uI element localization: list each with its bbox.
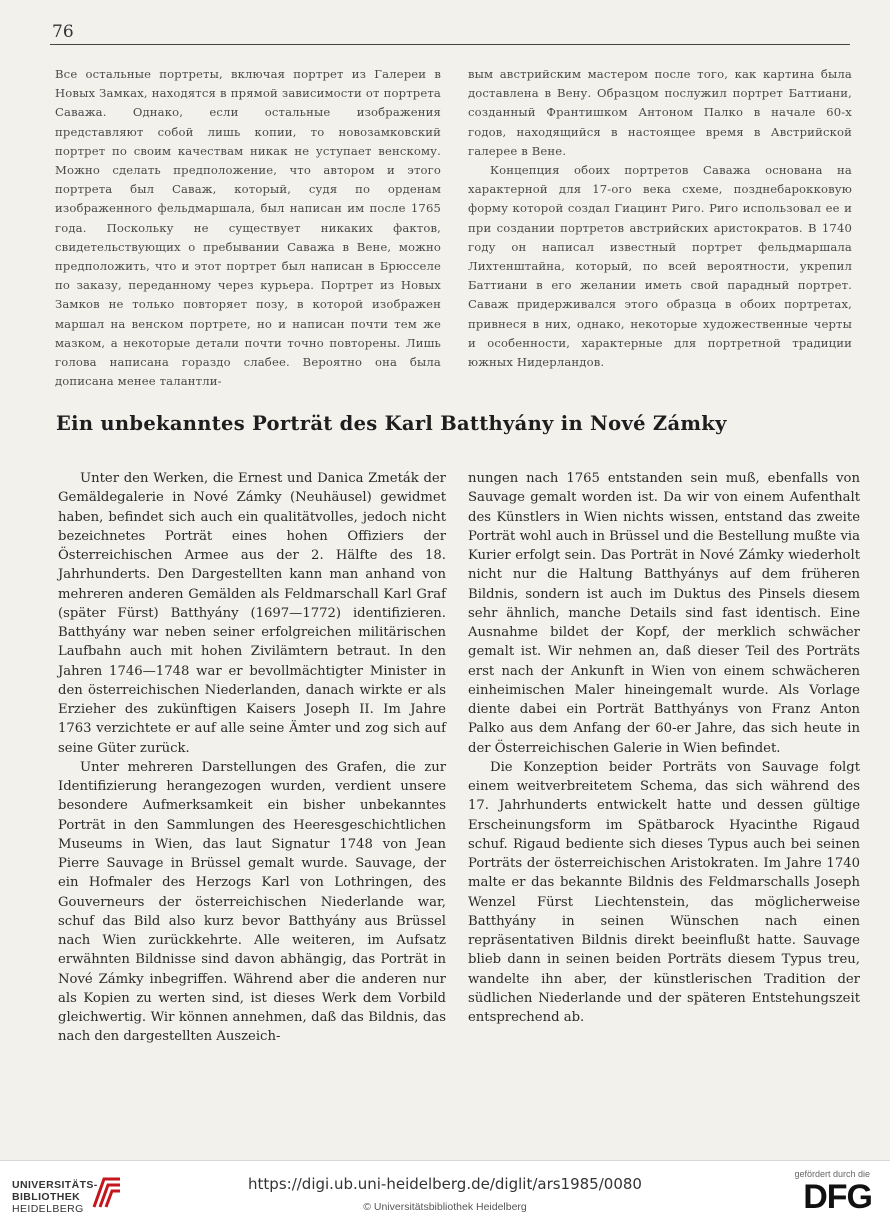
russian-column-left [55,65,441,391]
dfg-logo[interactable]: DFG [803,1178,872,1216]
dfg-caption: gefördert durch die [794,1169,870,1179]
logo-line: BIBLIOTHEK [12,1191,81,1203]
german-paragraph: nungen nach 1765 entstanden sein muß, ebenfalls von Sauvage gemalt worden ist. Da wir von einem Aufenthalt des Künstlers in Wien nichts wissen, entstand das zweite Porträt wohl auch in Brüssel und die Bestellung mußte via Kurier erfolgt sein. Das Porträt in Nové Zámky wiederholt nicht nur die Haltung Batthyánys auf dem früheren Bildnis, sondern ist auch im Duktus des Pinsels diesem sehr ähnlich, manche Details sind fast identisch. Eine Ausnahme bildet der Kopf, der merklich schwächer gemalt ist. Wir nehmen an, daß dieser Teil des Porträts erst nach der Ankunft in Wien von einem schwächeren einheimischen Maler hineingemalt wurde. Als Vorlage diente dabei ein Porträt Batthyánys von Franz Anton Palko aus dem Anfang der 60-er Jahre, das sich heute in der Österreichischen Galerie in Wien befindet. [468,471,860,756]
german-paragraph: Die Konzeption beider Porträts von Sauvage folgt einem weitverbreitetem Schema, das sich während des 17. Jahrhunderts entwickelt hatte und dessen gültige Erscheinungsform im Spätbarock Hyacinthe Rigaud schuf. Rigaud bediente sich dieses Typus auch bei seinen Porträts der österreichischen Aristokraten. Im Jahre 1740 malte er das bekannte Bildnis des Feldmarschalls Joseph Wenzel Fürst Liechtenstein, das möglicherweise Batthyány in seinen Wünschen nach einen repräsentativen Bildnis direkt beeinflußt hatte. Sauvage blieb dann in seinen beiden Porträts diesem Typus treu, wandelte ihn aber, der künstlerischen Tradition der südlichen Niederlande und der späteren Entstehungszeit entsprechend ab. [468,759,860,1025]
header-rule [50,44,850,45]
viewer-footer [0,1160,890,1224]
german-column-left [58,469,446,1047]
russian-paragraph: Все остальные портреты, включая портрет из Галереи в Новых Замках, находятся в прямой зависимости от портрета Саважа. Однако, если остальные изображения представляют собой лишь копии, то новозамковский портрет по своим качествам никак не уступает венскому. Можно сделать предположение, что автором и этого портрета был Саваж, который, судя по орденам изображенного фельдмаршала, был написан им после 1765 года. Поскольку не существует никаких фактов, свидетельствующих о пребывании Саважа в Вене, можно предположить, что и этот портрет был написан в Брюсселе по заказу, переданному через курьера. Портрет из Новых Замков не только повторяет позу, в которой изображен маршал на венском портрете, но и написан почти тем же мазком, а некоторые детали почти точно повторены. Лишь голова написана гораздо слабее. Вероятно она была дописана менее талантли- [55,67,441,389]
german-column-right [468,469,860,1027]
logo-line: HEIDELBERG [12,1203,84,1215]
page-number: 76 [52,22,74,42]
russian-paragraph: Концепция обоих портретов Саважа основана на характерной для 17-ого века схеме, позднебарокковую форму которой создал Гиацинт Риго. Риго использовал ее и при создании портретов австрийских аристократов. В 1740 году он написал известный портрет фельдмаршала Лихтенштайна, который, по всей вероятности, укрепил Баттиани в его желании иметь свой парадный портрет. Саваж придерживался этого образца в обоих портретах, привнеся в них, однако, некоторые художественные черты и особенности, характерные для портретной традиции южных Нидерландов. [468,163,852,370]
logo-line: UNIVERSITÄTS- [12,1179,98,1191]
russian-column-right [468,65,852,372]
article-heading: Ein unbekanntes Porträt des Karl Batthyány in Nové Zámky [56,412,727,435]
permalink-url[interactable]: https://digi.ub.uni-heidelberg.de/diglit/ars1985/0080 [248,1175,642,1193]
russian-paragraph: вым австрийским мастером после того, как картина была доставлена в Вену. Образцом послужил портрет Баттиани, созданный Франтишком Антоном Палко в начале 60-х годов, находящийся в настоящее время в Австрийской галерее в Вене. [468,67,852,158]
copyright-notice: © Universitätsbibliothek Heidelberg [363,1201,527,1213]
german-paragraph: Unter den Werken, die Ernest und Danica Zmeták der Gemäldegalerie in Nové Zámky (Neuhäusel) gewidmet haben, befindet sich auch ein qualitätvolles, jedoch nicht bezeichnetes Porträt eines hohen Offiziers der Österreichischen Armee aus der 2. Hälfte des 18. Jahrhunderts. Den Dargestellten kann man anhand von mehreren anderen Gemälden als Feldmarschall Karl Graf (später Fürst) Batthyány (1697—1772) identifizieren. Batthyány war neben seiner erfolgreichen militärischen Laufbahn auch mit hohen Zivilämtern betraut. In den Jahren 1746—1748 war er bevollmächtigter Minister in den österreichischen Niederlanden, danach wirkte er als Erzieher des zukünftigen Kaisers Joseph II. Im Jahre 1763 verzichtete er auf alle seine Ämter und zog sich auf seine Güter zurück. [58,471,446,756]
german-paragraph: Unter mehreren Darstellungen des Grafen, die zur Identifizierung herangezogen wurden, verdient unsere besondere Aufmerksamkeit ein bisher unbekanntes Porträt in den Sammlungen des Heeresgeschichtlichen Museums in Wien, das laut Signatur 1748 von Jean Pierre Sauvage in Brüssel gemalt wurde. Sauvage, der ein Hofmaler des Herzogs Karl von Lothringen, des Gouverneurs der österreichischen Niederlande war, schuf das Bild also kurz bevor Batthyány aus Brüssel nach Wien zurückkehrte. Alle weiteren, im Aufsatz erwähnten Bildnisse sind davon abhängig, das Porträt in Nové Zámky inbegriffen. Während aber die anderen nur als Kopien zu werten sind, ist dieses Werk dem Vorbild gleichwertig. Wir können annehmen, daß das Bildnis, das nach den dargestellten Auszeich- [58,759,446,1045]
